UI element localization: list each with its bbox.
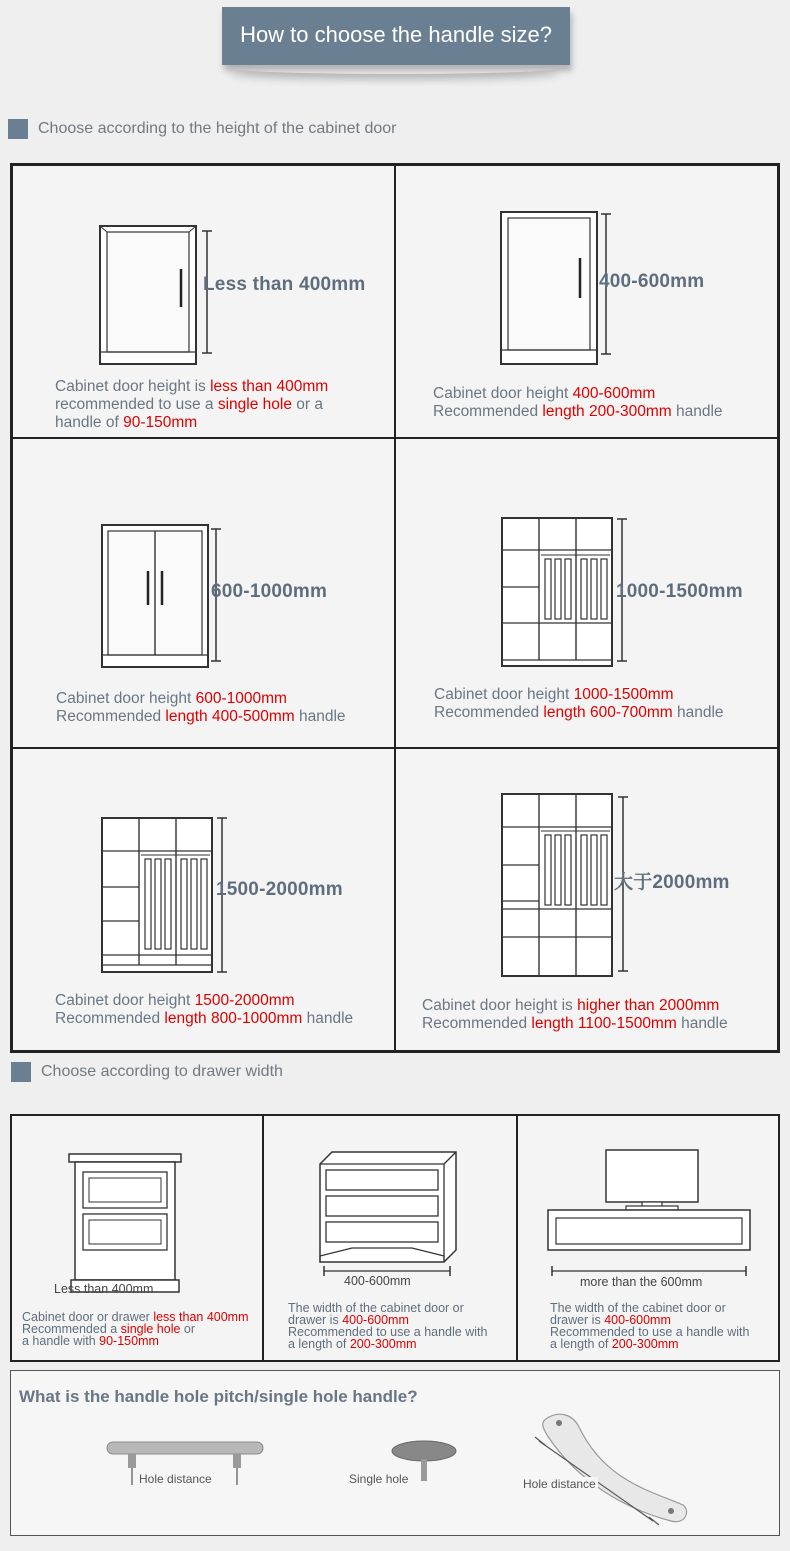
nightstand-icon <box>67 1148 197 1298</box>
desc-text: handle <box>302 1010 354 1027</box>
door-cell-3 <box>12 438 395 748</box>
desc-text: a handle with <box>22 1334 100 1348</box>
door-height-grid <box>10 163 780 1053</box>
door-desc-5 <box>55 992 353 1028</box>
hole-pitch-title: What is the handle hole pitch/single hole handle? <box>19 1387 418 1406</box>
door-dim-label-1: Less than 400mm <box>203 274 366 295</box>
double-door-cabinet-icon <box>98 521 223 671</box>
door-desc-3 <box>56 690 346 726</box>
door-dim-label-5: 1500-2000mm <box>216 879 343 900</box>
section-drawer-header <box>11 1062 283 1082</box>
curved-hole-distance-label: Hole distance <box>523 1477 596 1491</box>
desc-text: Recommended <box>55 1010 165 1027</box>
desc-text: a length of <box>550 1337 612 1351</box>
desc-text: Cabinet door height <box>434 686 574 703</box>
section-drawer-title: Choose according to drawer width <box>41 1063 283 1080</box>
curved-handle-icon <box>521 1411 701 1531</box>
desc-text: recommended to use a <box>55 396 218 413</box>
desc-text: Cabinet door height <box>56 690 196 707</box>
desc-text: Recommended <box>422 1015 532 1032</box>
door-desc-1 <box>55 378 328 432</box>
width-text: Less than <box>54 1282 112 1296</box>
desc-text: Recommended to use a handle with <box>550 1325 750 1339</box>
width-text: more than the <box>580 1275 661 1289</box>
desc-highlight: 1500-2000mm <box>194 992 295 1009</box>
desc-highlight: 600-1000mm <box>195 690 287 707</box>
desc-highlight: 200-300mm <box>611 1337 679 1351</box>
width-text: 600mm <box>660 1275 703 1289</box>
desc-highlight: higher than 2000mm <box>577 997 720 1014</box>
desc-highlight: 400-600mm <box>342 1313 409 1327</box>
drawer-width-grid <box>10 1114 780 1362</box>
desc-highlight: less than 400mm <box>210 378 329 395</box>
desc-text: Recommended <box>433 403 543 420</box>
wardrobe-icon <box>499 515 634 671</box>
desc-text: The width of the cabinet door or <box>550 1301 726 1315</box>
desc-highlight: single hole <box>120 1322 181 1336</box>
door-cell-2 <box>395 165 778 438</box>
desc-text: The width of the cabinet door or <box>288 1301 464 1315</box>
door-desc-4 <box>434 686 724 722</box>
desc-highlight: length 200-300mm <box>542 403 672 420</box>
desc-text: Recommended <box>434 704 544 721</box>
desc-highlight: length 1100-1500mm <box>531 1015 677 1032</box>
door-cell-1 <box>12 165 395 438</box>
bar-hole-distance-label: Hole distance <box>139 1472 212 1486</box>
drawer-width-label-1 <box>54 1282 153 1296</box>
desc-highlight: 200-300mm <box>349 1337 417 1351</box>
single-door-cabinet-icon <box>93 221 223 371</box>
desc-text: Recommended to use a handle with <box>288 1325 488 1339</box>
desc-text: drawer is <box>550 1313 605 1327</box>
desc-text: or a <box>291 396 323 413</box>
section-door-title: Choose according to the height of the cabinet door <box>38 120 397 137</box>
desc-text: Cabinet door height is <box>55 378 211 395</box>
desc-highlight: 90-150mm <box>99 1334 159 1348</box>
door-cell-4 <box>395 438 778 748</box>
desc-text: Cabinet door or drawer <box>22 1310 154 1324</box>
desc-highlight: length 600-700mm <box>543 704 673 721</box>
desc-text: Cabinet door height <box>55 992 195 1009</box>
door-dim-label-2: 400-600mm <box>599 271 705 292</box>
desc-text: a length of <box>288 1337 350 1351</box>
hole-pitch-box <box>10 1370 780 1536</box>
door-dim-label-6: 大于2000mm <box>614 872 730 893</box>
door-cell-5 <box>12 748 395 1051</box>
drawer-cell-3 <box>518 1116 778 1360</box>
desc-highlight: 90-150mm <box>123 414 198 431</box>
door-cell-6 <box>395 748 778 1051</box>
door-dim-label-4: 1000-1500mm <box>616 581 743 602</box>
desc-highlight: length 400-500mm <box>165 708 295 725</box>
drawer-desc-1 <box>22 1311 249 1347</box>
section-door-header <box>8 119 396 139</box>
page-title-banner: How to choose the handle size? <box>222 7 570 65</box>
drawer-cell-1 <box>12 1116 264 1360</box>
desc-text: handle <box>672 704 724 721</box>
door-dim-label-3: 600-1000mm <box>211 581 328 602</box>
door-desc-6 <box>422 997 728 1033</box>
desc-text: Cabinet door height is <box>422 997 578 1014</box>
drawer-cell-2 <box>264 1116 518 1360</box>
desc-highlight: 400-600mm <box>572 385 656 402</box>
desc-text: Recommended <box>56 708 166 725</box>
section-square-icon <box>8 119 28 139</box>
drawer-width-label-3 <box>578 1275 704 1289</box>
desc-highlight: single hole <box>217 396 292 413</box>
desc-text: Cabinet door height <box>433 385 573 402</box>
desc-text: drawer is <box>288 1313 343 1327</box>
desc-text: handle of <box>55 414 124 431</box>
door-desc-2 <box>433 385 723 421</box>
single-door-cabinet-icon <box>496 208 616 368</box>
desc-text: or <box>180 1322 196 1336</box>
width-text: 400mm <box>111 1282 154 1296</box>
desc-highlight: 400-600mm <box>604 1313 671 1327</box>
drawer-width-label-2: 400-600mm <box>344 1274 411 1288</box>
desc-highlight: less than 400mm <box>153 1310 249 1324</box>
drawer-desc-2 <box>288 1302 487 1350</box>
desc-highlight: 1000-1500mm <box>573 686 674 703</box>
desc-text: handle <box>671 403 723 420</box>
drawer-desc-3 <box>550 1302 749 1350</box>
single-hole-label: Single hole <box>349 1472 409 1486</box>
section-square-icon <box>11 1062 31 1082</box>
desc-text: handle <box>294 708 346 725</box>
tv-cabinet-icon <box>546 1148 756 1258</box>
desc-text: handle <box>676 1015 728 1032</box>
desc-highlight: length 800-1000mm <box>164 1010 303 1027</box>
desc-text: Recommended a <box>22 1322 121 1336</box>
wardrobe-icon <box>99 815 234 977</box>
